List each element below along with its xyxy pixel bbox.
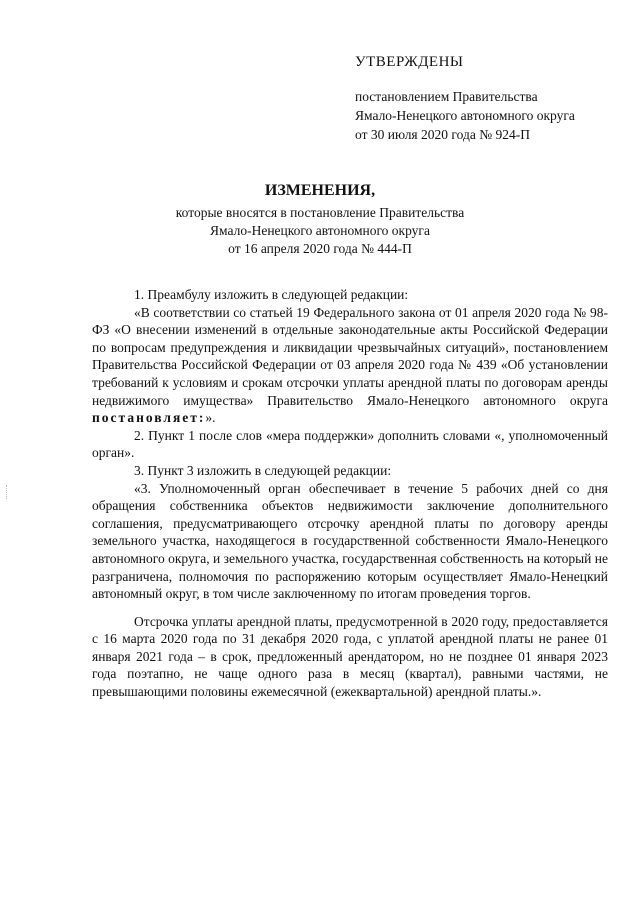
decree-keyword: постановляет: <box>92 410 206 426</box>
paragraph-2 <box>92 304 608 427</box>
document-title: ИЗМЕНЕНИЯ, <box>264 182 376 199</box>
paragraph-6: Отсрочка уплаты арендной платы, предусмотренной в 2020 году, предоставляется с 16 марта 2020 года по 31 декабря 2020 года, с уплатой арендной платы не ранее 01 января 2021 года – в срок, предложенный арендатором, но не позднее 01 января 2023 года поэтапно, не чаще одного раза в месяц (квартал), равными частями, не превышающими половины ежемесячной (ежеквартальной) арендной платы.». <box>92 613 608 700</box>
document-subtitle-3: от 16 апреля 2020 года № 444-П <box>228 241 412 256</box>
document-subtitle-2: Ямало-Ненецкого автономного округа <box>210 223 430 238</box>
approval-line-1: постановлением Правительства <box>355 89 538 104</box>
approval-line-3: от 30 июля 2020 года № 924-П <box>355 127 530 142</box>
paragraph-1: 1. Преамбулу изложить в следующей редакции: <box>134 287 409 302</box>
document-title-block <box>60 182 580 258</box>
paragraph-2-tail: ». <box>205 410 216 426</box>
paragraph-5: «3. Уполномоченный орган обеспечивает в течение 5 рабочих дней со дня обращения собственника объектов недвижимости заключение дополнительного соглашения, предусматривающего отсрочку арендной платы по договору аренды земельного участка, находящегося в государственной собственности Ямало-Ненецкого автономного округа, и земельного участка, государственная собственность на который не разграничена, полномочия по распоряжению которым осуществляет Ямало-Ненецкий автономный округ, в том числе заключенному по итогам проведения торгов. <box>92 480 608 602</box>
approval-line-2: Ямало-Ненецкого автономного округа <box>355 108 575 123</box>
paragraph-2-text: «В соответствии со статьей 19 Федерального закона от 01 апреля 2020 года № 98-ФЗ «О внесении изменений в отдельные законодательные акты Российской Федерации по вопросам предупреждения и ликвидации чрезвычайных ситуаций», постановлением Правительства Российской Федерации от 03 апреля 2020 года № 439 «Об установлении требований к условиям и срокам отсрочки уплаты арендной платы по договорам аренды недвижимого имущества» Правительство Ямало-Ненецкого автономного округа <box>92 304 608 408</box>
approval-stamp <box>355 54 620 144</box>
approval-heading: УТВЕРЖДЕНЫ <box>355 54 464 70</box>
paragraph-4: 3. Пункт 3 изложить в следующей редакции: <box>134 462 392 478</box>
document-subtitle-1: которые вносятся в постановление Правительства <box>175 205 465 220</box>
paragraph-3: 2. Пункт 1 после слов «мера поддержки» дополнить словами «, уполномоченный орган». <box>92 427 608 461</box>
document-body <box>92 286 608 701</box>
margin-mark <box>6 485 8 499</box>
